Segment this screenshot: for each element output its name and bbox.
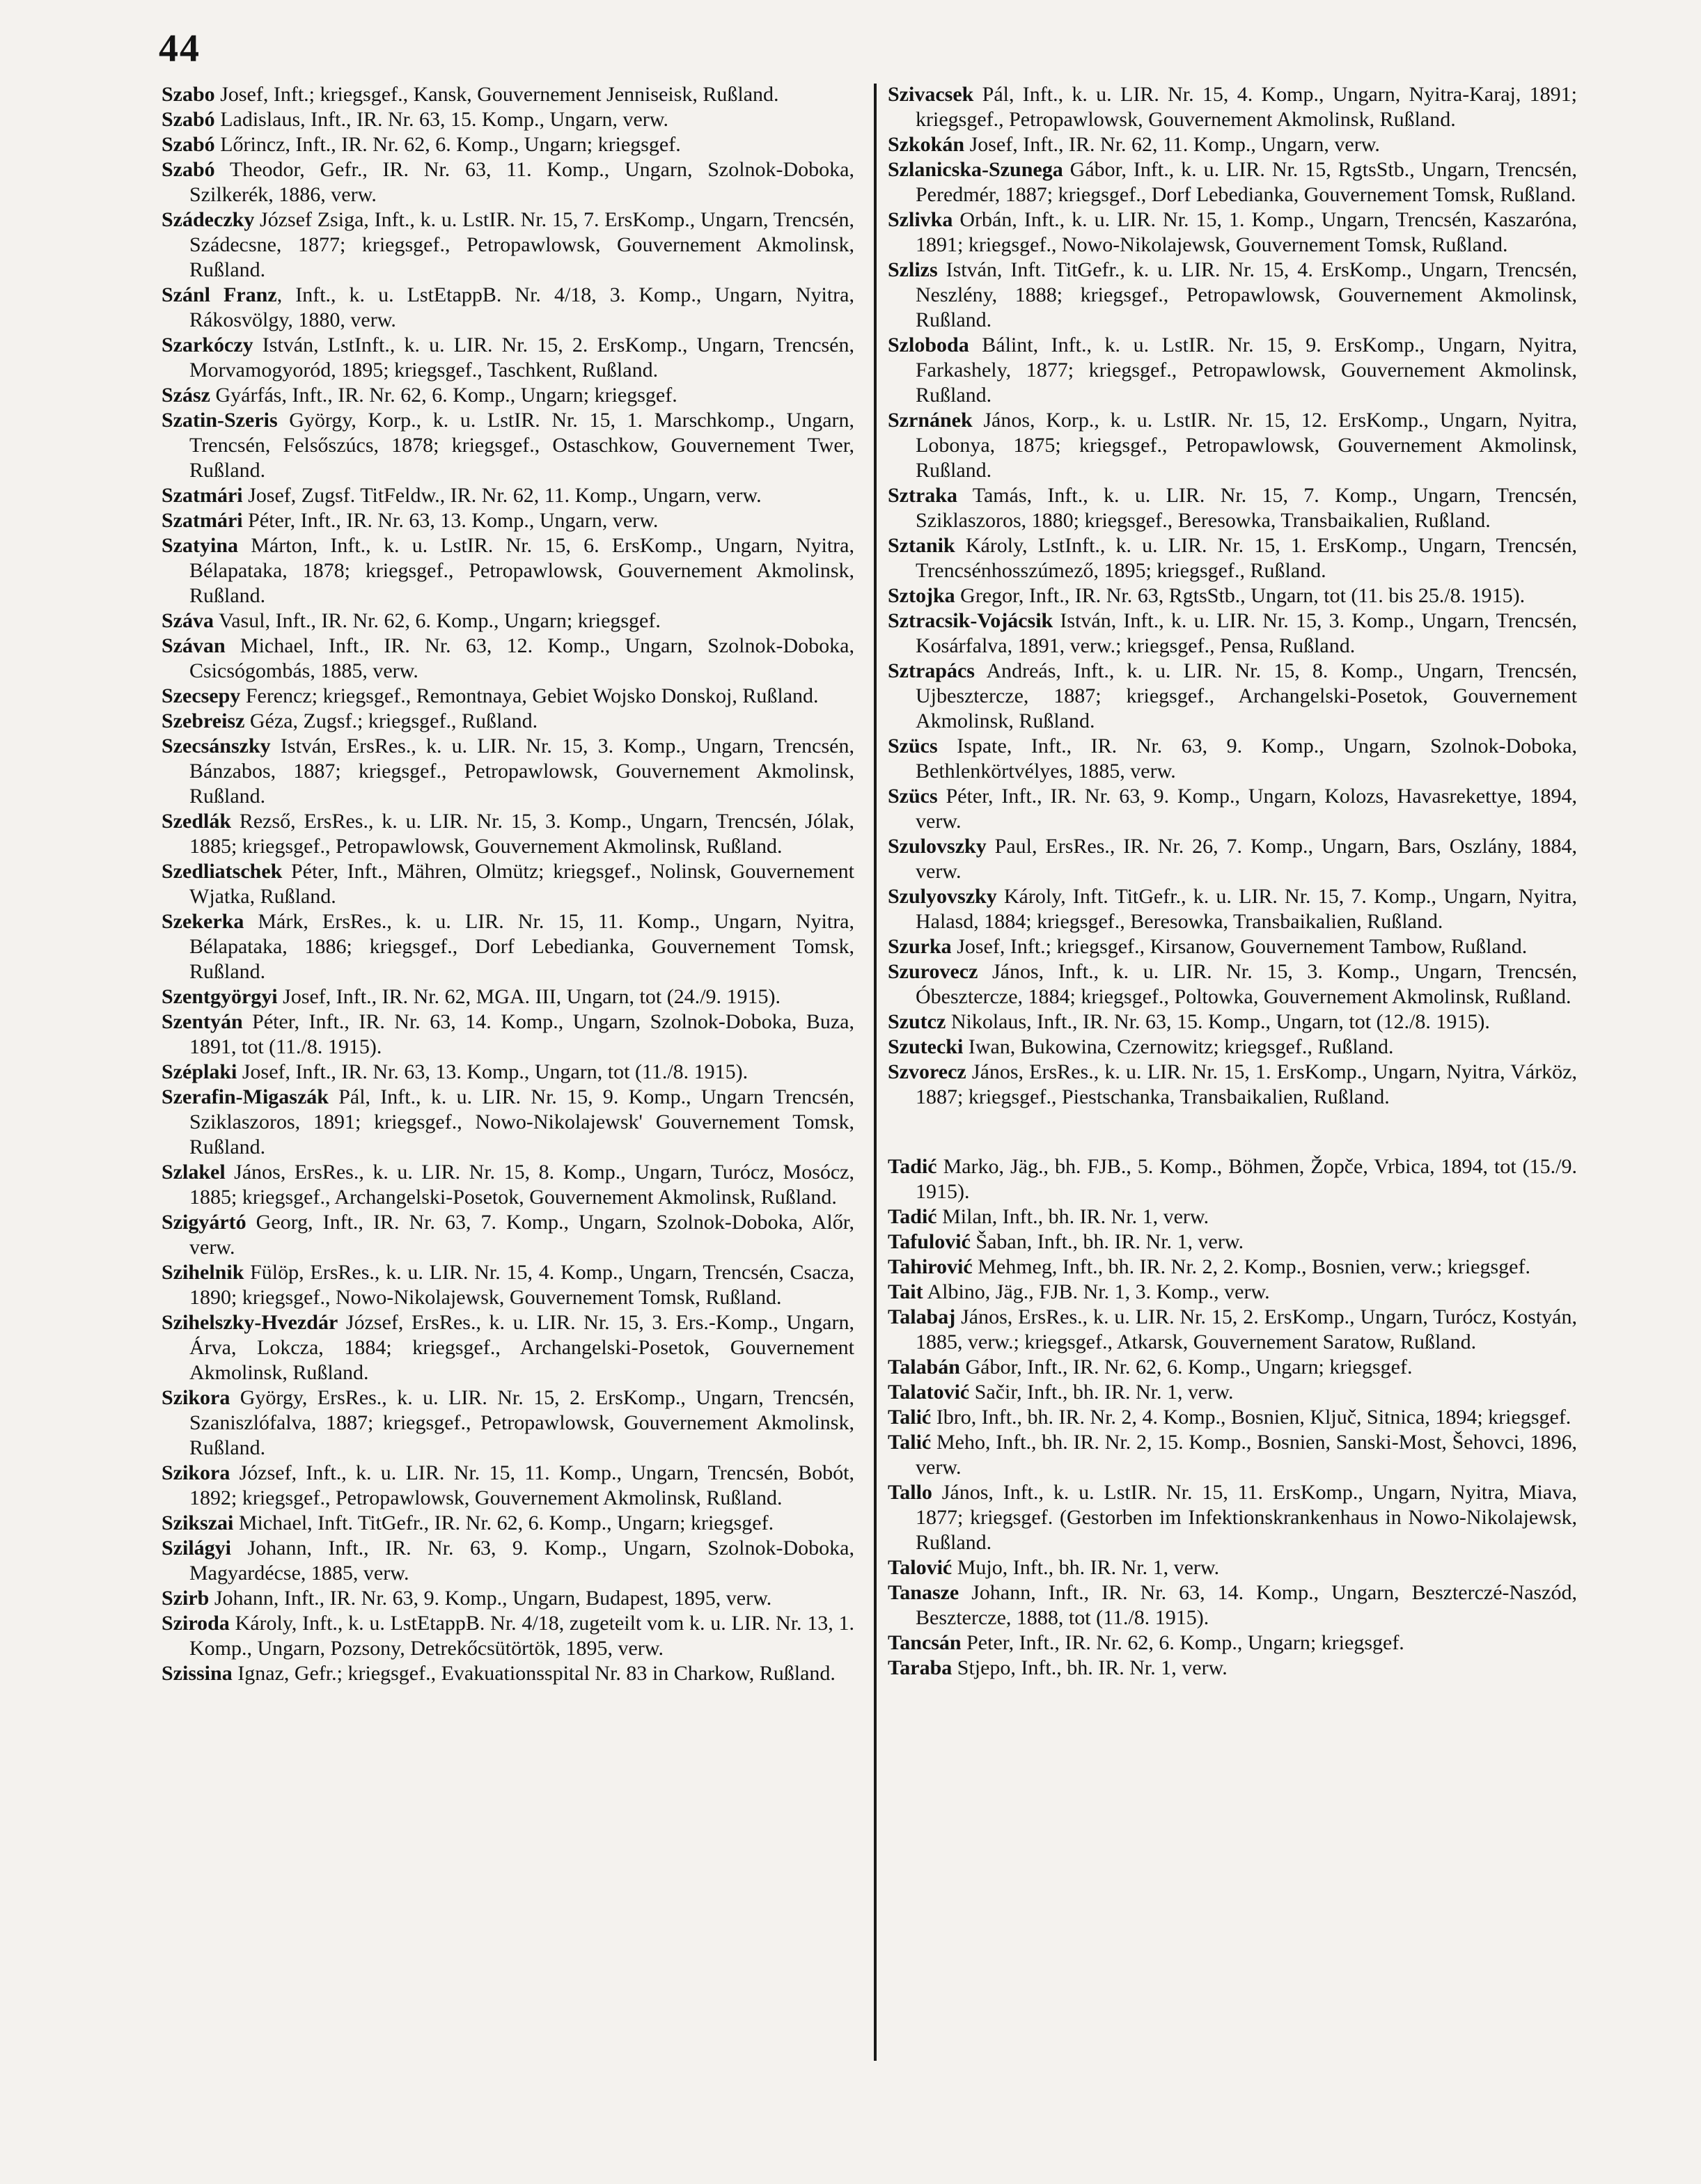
- entry-surname: Szedliatschek: [162, 860, 283, 883]
- entry-details: János, Korp., k. u. LstIR. Nr. 15, 12. ErsKomp., Ungarn, Nyitra, Lobonya, 1875; kriegsgef., Petropawlowsk, Gouvernement Akmolinsk, Rußland.: [916, 409, 1577, 482]
- register-entry: [162, 984, 854, 1009]
- entry-surname: Szulyovszky: [888, 885, 997, 908]
- entry-details: Mehmeg, Inft., bh. IR. Nr. 2, 2. Komp., Bosnien, verw.; kriegsgef.: [972, 1255, 1530, 1278]
- entry-details: Josef, Zugsf. TitFeldw., IR. Nr. 62, 11. Komp., Ungarn, verw.: [242, 484, 762, 507]
- entry-surname: Tancsán: [888, 1631, 962, 1654]
- register-entry: [888, 207, 1577, 258]
- entry-surname: Talović: [888, 1556, 953, 1579]
- entry-surname: Szabo: [162, 83, 215, 106]
- register-entry: [162, 483, 854, 508]
- column-divider: [874, 84, 877, 2061]
- entry-surname: Szerafin-Migaszák: [162, 1085, 329, 1108]
- entry-surname: Szlivka: [888, 208, 953, 231]
- register-entry: [162, 1009, 854, 1060]
- register-entry: [888, 1060, 1577, 1110]
- entry-surname: Szikora: [162, 1386, 230, 1409]
- entry-details: György, Korp., k. u. LstIR. Nr. 15, 1. Marschkomp., Ungarn, Trencsén, Felsőszúcs, 1878; kriegsgef., Ostaschkow, Gouvernement Twer, Rußland.: [189, 409, 854, 482]
- entry-details: Tamás, Inft., k. u. LIR. Nr. 15, 7. Komp., Ungarn, Trencsén, Sziklaszoros, 1880; kriegsgef., Beresowka, Transbaikalien, Rußland.: [916, 484, 1577, 532]
- register-entry: [888, 132, 1577, 157]
- entry-details: István, LstInft., k. u. LIR. Nr. 15, 2. ErsKomp., Ungarn, Trencsén, Morvamogyoród, 1895; kriegsgef., Taschkent, Rußland.: [189, 333, 854, 382]
- entry-surname: Szabó: [162, 158, 215, 181]
- section-gap: [888, 1110, 1577, 1154]
- entry-surname: Taraba: [888, 1656, 953, 1679]
- entry-surname: Szihelszky-Hvezdár: [162, 1311, 338, 1334]
- entry-details: János, ErsRes., k. u. LIR. Nr. 15, 1. ErsKomp., Ungarn, Nyitra, Várköz, 1887; kriegsgef., Piestschanka, Transbaikalien, Rußland.: [916, 1060, 1577, 1108]
- register-entry: [888, 659, 1577, 734]
- entry-details: Michael, Inft., IR. Nr. 63, 12. Komp., Ungarn, Szolnok-Doboka, Csicsógombás, 1885, verw.: [189, 634, 854, 682]
- entry-details: Ibro, Inft., bh. IR. Nr. 2, 4. Komp., Bosnien, Ključ, Sitnica, 1894; kriegsgef.: [931, 1406, 1571, 1429]
- entry-surname: Szatmári: [162, 509, 243, 532]
- register-entry: [888, 884, 1577, 934]
- register-entry: [888, 583, 1577, 608]
- entry-details: Johann, Inft., IR. Nr. 63, 9. Komp., Ungarn, Budapest, 1895, verw.: [209, 1587, 772, 1610]
- entry-surname: Szedlák: [162, 810, 232, 833]
- register-entry: [888, 333, 1577, 408]
- entry-surname: Széplaki: [162, 1060, 237, 1083]
- register-entry: [888, 1009, 1577, 1035]
- entry-details: Pál, Inft., k. u. LIR. Nr. 15, 9. Komp., Ungarn Trencsén, Sziklaszoros, 1891; kriegsgef., Nowo-Nikolajewsk' Gouvernement Tomsk, Rußland.: [189, 1085, 854, 1158]
- entry-details: János, ErsRes., k. u. LIR. Nr. 15, 8. Komp., Ungarn, Turócz, Mosócz, 1885; kriegsgef., Archangelski-Posetok, Gouvernement Akmolinsk, Rußland.: [189, 1161, 854, 1209]
- register-entry: [162, 859, 854, 909]
- entry-surname: Talabaj: [888, 1305, 956, 1328]
- register-entry: [162, 283, 854, 333]
- register-entry: [888, 408, 1577, 483]
- entry-surname: Szatin-Szeris: [162, 409, 278, 432]
- entry-details: Paul, ErsRes., IR. Nr. 26, 7. Komp., Ungarn, Bars, Oszlány, 1884, verw.: [916, 835, 1577, 883]
- register-entry: [888, 533, 1577, 583]
- register-entry: [162, 107, 854, 132]
- entry-details: Josef, Inft., IR. Nr. 63, 13. Komp., Ungarn, tot (11./8. 1915).: [237, 1060, 748, 1083]
- entry-details: Ferencz; kriegsgef., Remontnaya, Gebiet Wojsko Donskoj, Rußland.: [240, 684, 819, 707]
- entry-surname: Tait: [888, 1280, 923, 1303]
- register-entry: [888, 1480, 1577, 1555]
- entry-details: Josef, Inft.; kriegsgef., Kirsanow, Gouvernement Tambow, Rußland.: [951, 935, 1528, 958]
- entry-details: Ladislaus, Inft., IR. Nr. 63, 15. Komp., Ungarn, verw.: [214, 108, 668, 131]
- register-entry: [888, 1204, 1577, 1230]
- entry-details: Meho, Inft., bh. IR. Nr. 2, 15. Komp., Bosnien, Sanski-Most, Šehovci, 1896, verw.: [916, 1431, 1577, 1479]
- register-entry: [162, 383, 854, 408]
- entry-details: Károly, Inft. TitGefr., k. u. LIR. Nr. 15, 7. Komp., Ungarn, Nyitra, Halasd, 1884; kriegsgef., Beresowka, Transbaikalien, Rußland.: [916, 885, 1577, 933]
- entry-details: Marko, Jäg., bh. FJB., 5. Komp., Böhmen, Žopče, Vrbica, 1894, tot (15./9. 1915).: [916, 1155, 1577, 1203]
- entry-surname: Sztracsik-Vojácsik: [888, 609, 1053, 632]
- entry-surname: Szabó: [162, 133, 215, 156]
- register-entry: [888, 157, 1577, 207]
- register-entry: [162, 634, 854, 684]
- entry-details: Michael, Inft. TitGefr., IR. Nr. 62, 6. Komp., Ungarn; kriegsgef.: [233, 1511, 774, 1534]
- register-entry: [162, 709, 854, 734]
- register-entry: [888, 1035, 1577, 1060]
- register-entry: [162, 734, 854, 809]
- entry-surname: Száva: [162, 609, 214, 632]
- register-entry: [888, 258, 1577, 333]
- entry-surname: Tanasze: [888, 1581, 959, 1604]
- entry-surname: Szarkóczy: [162, 333, 253, 356]
- entry-surname: Szücs: [888, 734, 938, 757]
- entry-details: Gregor, Inft., IR. Nr. 63, RgtsStb., Ungarn, tot (11. bis 25./8. 1915).: [955, 584, 1526, 607]
- entry-surname: Szirb: [162, 1587, 210, 1610]
- entry-details: Theodor, Gefr., IR. Nr. 63, 11. Komp., Ungarn, Szolnok-Doboka, Szilkerék, 1886, verw.: [189, 158, 854, 206]
- register-entry: [162, 809, 854, 859]
- entry-details: Peter, Inft., IR. Nr. 62, 6. Komp., Ungarn; kriegsgef.: [961, 1631, 1404, 1654]
- entry-details: Ignaz, Gefr.; kriegsgef., Evakuationsspital Nr. 83 in Charkow, Rußland.: [232, 1662, 836, 1685]
- register-entry: [888, 82, 1577, 132]
- entry-details: Johann, Inft., IR. Nr. 63, 9. Komp., Ungarn, Szolnok-Doboka, Magyardécse, 1885, verw.: [189, 1537, 854, 1585]
- register-entry: [162, 1661, 854, 1686]
- entry-surname: Szikszai: [162, 1511, 234, 1534]
- entry-details: Albino, Jäg., FJB. Nr. 1, 3. Komp., verw.: [923, 1280, 1270, 1303]
- register-entry: [162, 1461, 854, 1511]
- entry-surname: Szücs: [888, 785, 938, 808]
- register-entry: [162, 157, 854, 207]
- entry-details: Josef, Inft., IR. Nr. 62, 11. Komp., Ungarn, verw.: [964, 133, 1380, 156]
- entry-details: József, ErsRes., k. u. LIR. Nr. 15, 3. Ers.-Komp., Ungarn, Árva, Lokcza, 1884; kriegsgef., Archangelski-Posetok, Gouvernement Akmolinsk, Rußland.: [189, 1311, 854, 1384]
- entry-details: Stjepo, Inft., bh. IR. Nr. 1, verw.: [952, 1656, 1228, 1679]
- left-column: [162, 82, 854, 1686]
- register-entry: [162, 132, 854, 157]
- entry-surname: Szrnánek: [888, 409, 973, 432]
- entry-details: Sačir, Inft., bh. IR. Nr. 1, verw.: [969, 1381, 1234, 1404]
- register-entry: [888, 608, 1577, 659]
- entry-surname: Szissina: [162, 1662, 233, 1685]
- entry-surname: Szigyártó: [162, 1211, 246, 1234]
- entry-surname: Tafulović: [888, 1230, 971, 1253]
- entry-details: Károly, Inft., k. u. LstEtappB. Nr. 4/18, zugeteilt vom k. u. LIR. Nr. 13, 1. Komp., Ungarn, Pozsony, Detrekőcsütörtök, 1895, verw.: [189, 1612, 854, 1660]
- register-entry: [162, 207, 854, 283]
- entry-surname: Szilágyi: [162, 1537, 232, 1560]
- register-entry: [888, 734, 1577, 784]
- entry-details: Orbán, Inft., k. u. LIR. Nr. 15, 1. Komp., Ungarn, Trencsén, Kaszaróna, 1891; kriegsgef., Nowo-Nikolajewsk, Gouvernement Tomsk, Rußland.: [916, 208, 1577, 256]
- entry-details: János, Inft., k. u. LIR. Nr. 15, 3. Komp., Ungarn, Trencsén, Óbesztercze, 1884; kriegsgef., Poltowka, Gouvernement Akmolinsk, Rußland.: [916, 960, 1577, 1008]
- entry-surname: Talabán: [888, 1356, 960, 1378]
- entry-details: Lőrincz, Inft., IR. Nr. 62, 6. Komp., Ungarn; kriegsgef.: [214, 133, 681, 156]
- entry-details: Péter, Inft., IR. Nr. 63, 14. Komp., Ungarn, Szolnok-Doboka, Buza, 1891, tot (11./8. 1915).: [189, 1010, 854, 1058]
- entry-details: Josef, Inft.; kriegsgef., Kansk, Gouvernement Jenniseisk, Rußland.: [214, 83, 779, 106]
- register-entry: [888, 1380, 1577, 1405]
- register-entry: [162, 1160, 854, 1210]
- register-entry: [162, 1511, 854, 1536]
- entry-surname: Szlakel: [162, 1161, 226, 1184]
- entry-surname: Szánl Franz: [162, 283, 277, 306]
- register-entry: [888, 1154, 1577, 1204]
- entry-surname: Tallo: [888, 1481, 932, 1504]
- register-entry: [162, 1310, 854, 1385]
- register-entry: [888, 1405, 1577, 1430]
- register-entry: [888, 1255, 1577, 1280]
- register-entry: [162, 82, 854, 107]
- entry-details: Fülöp, ErsRes., k. u. LIR. Nr. 15, 4. Komp., Ungarn, Trencsén, Csacza, 1890; kriegsgef., Nowo-Nikolajewsk, Gouvernement Tomsk, Rußland.: [189, 1261, 854, 1309]
- entry-surname: Szutecki: [888, 1035, 964, 1058]
- entry-surname: Szebreisz: [162, 709, 245, 732]
- register-entry: [888, 784, 1577, 834]
- register-entry: [162, 533, 854, 608]
- register-entry: [888, 1280, 1577, 1305]
- register-entry: [162, 909, 854, 984]
- entry-surname: Szihelnik: [162, 1261, 244, 1284]
- entry-details: Milan, Inft., bh. IR. Nr. 1, verw.: [936, 1205, 1209, 1228]
- entry-details: Šaban, Inft., bh. IR. Nr. 1, verw.: [970, 1230, 1244, 1253]
- register-entry: [888, 934, 1577, 959]
- entry-surname: Szulovszky: [888, 835, 987, 858]
- entry-details: , Inft., k. u. LstEtappB. Nr. 4/18, 3. Komp., Ungarn, Nyitra, Rákosvölgy, 1880, verw.: [189, 283, 854, 331]
- entry-details: Bálint, Inft., k. u. LstIR. Nr. 15, 9. ErsKomp., Ungarn, Nyitra, Farkashely, 1877; kriegsgef., Petropawlowsk, Gouvernement Akmolinsk, Rußland.: [916, 333, 1577, 407]
- entry-surname: Szutcz: [888, 1010, 946, 1033]
- register-entry: [162, 1586, 854, 1611]
- entry-surname: Szentyán: [162, 1010, 243, 1033]
- register-entry: [162, 1385, 854, 1461]
- right-column: [888, 82, 1577, 1681]
- entry-surname: Szvorecz: [888, 1060, 966, 1083]
- entry-surname: Szávan: [162, 634, 226, 657]
- register-entry: [162, 408, 854, 483]
- entry-surname: Szurka: [888, 935, 952, 958]
- register-entry: [888, 959, 1577, 1009]
- entry-surname: Szivacsek: [888, 83, 974, 106]
- entry-details: József, Inft., k. u. LIR. Nr. 15, 11. Komp., Ungarn, Trencsén, Bobót, 1892; kriegsgef., Petropawlowsk, Gouvernement Akmolinsk, Rußland.: [189, 1461, 854, 1509]
- entry-details: József Zsiga, Inft., k. u. LstIR. Nr. 15, 7. ErsKomp., Ungarn, Trencsén, Szádecsne, 1877; kriegsgef., Petropawlowsk, Gouvernement Akmolinsk, Rußland.: [189, 208, 854, 281]
- entry-details: Gábor, Inft., k. u. LIR. Nr. 15, RgtsStb., Ungarn, Trencsén, Peredmér, 1887; kriegsgef., Dorf Lebedianka, Gouvernement Tomsk, Rußland.: [916, 158, 1577, 206]
- register-entry: [162, 684, 854, 709]
- entry-surname: Szatmári: [162, 484, 243, 507]
- entry-surname: Tahirović: [888, 1255, 973, 1278]
- entry-surname: Sziroda: [162, 1612, 230, 1635]
- entry-details: Márton, Inft., k. u. LstIR. Nr. 15, 6. ErsKomp., Ungarn, Nyitra, Bélapataka, 1878; kriegsgef., Petropawlowsk, Gouvernement Akmolinsk, Rußland.: [189, 534, 854, 607]
- entry-details: Ispate, Inft., IR. Nr. 63, 9. Komp., Ungarn, Szolnok-Doboka, Bethlenkörtvélyes, 1885, verw.: [916, 734, 1577, 783]
- entry-surname: Szecsepy: [162, 684, 241, 707]
- entry-details: Iwan, Bukowina, Czernowitz; kriegsgef., Rußland.: [963, 1035, 1394, 1058]
- entry-surname: Tadić: [888, 1205, 937, 1228]
- page-number: 44: [159, 27, 201, 70]
- register-entry: [162, 1210, 854, 1260]
- entry-surname: Szekerka: [162, 910, 244, 933]
- entry-surname: Szatyina: [162, 534, 239, 557]
- entry-details: Péter, Inft., IR. Nr. 63, 13. Komp., Ungarn, verw.: [242, 509, 659, 532]
- entry-surname: Sztrapács: [888, 659, 975, 682]
- entry-details: István, Inft., k. u. LIR. Nr. 15, 3. Komp., Ungarn, Trencsén, Kosárfalva, 1891, verw.; kriegsgef., Pensa, Rußland.: [916, 609, 1577, 657]
- entry-surname: Tadić: [888, 1155, 937, 1178]
- register-entry: [888, 834, 1577, 884]
- entry-details: Andreás, Inft., k. u. LIR. Nr. 15, 8. Komp., Ungarn, Trencsén, Ujbesztercze, 1887; kriegsgef., Archangelski-Posetok, Gouvernement Akmolinsk, Rußland.: [916, 659, 1577, 732]
- entry-surname: Sztojka: [888, 584, 955, 607]
- register-entry: [888, 1555, 1577, 1580]
- entry-surname: Szikora: [162, 1461, 230, 1484]
- entry-surname: Talatović: [888, 1381, 970, 1404]
- entry-details: Péter, Inft., Mähren, Olmütz; kriegsgef., Nolinsk, Gouvernement Wjatka, Rußland.: [189, 860, 854, 908]
- entry-surname: Szentgyörgyi: [162, 985, 278, 1008]
- entry-details: Georg, Inft., IR. Nr. 63, 7. Komp., Ungarn, Szolnok-Doboka, Alőr, verw.: [189, 1211, 854, 1259]
- register-entry: [888, 1355, 1577, 1380]
- register-entry: [162, 333, 854, 383]
- entry-details: Károly, LstInft., k. u. LIR. Nr. 15, 1. ErsKomp., Ungarn, Trencsén, Trencsénhosszúmező, 1895; kriegsgef., Rußland.: [916, 534, 1577, 582]
- entry-surname: Szkokán: [888, 133, 965, 156]
- entry-details: Péter, Inft., IR. Nr. 63, 9. Komp., Ungarn, Kolozs, Havasrekettye, 1894, verw.: [916, 785, 1577, 833]
- register-entry: [162, 1085, 854, 1160]
- entry-surname: Szlizs: [888, 258, 938, 281]
- entry-surname: Szabó: [162, 108, 215, 131]
- entry-details: Johann, Inft., IR. Nr. 63, 14. Komp., Ungarn, Beszterczé-Naszód, Besztercze, 1888, tot (11./8. 1915).: [916, 1581, 1577, 1629]
- register-entry: [888, 483, 1577, 533]
- entry-surname: Talić: [888, 1406, 932, 1429]
- register-entry: [888, 1631, 1577, 1656]
- entry-surname: Szloboda: [888, 333, 969, 356]
- entry-details: Nikolaus, Inft., IR. Nr. 63, 15. Komp., Ungarn, tot (12./8. 1915).: [946, 1010, 1490, 1033]
- register-entry: [162, 1611, 854, 1661]
- entry-surname: Szurovecz: [888, 960, 978, 983]
- register-entry: [888, 1656, 1577, 1681]
- entry-details: György, ErsRes., k. u. LIR. Nr. 15, 2. ErsKomp., Ungarn, Trencsén, Szaniszlófalva, 1887; kriegsgef., Petropawlowsk, Gouvernement Akmolinsk, Rußland.: [189, 1386, 854, 1459]
- entry-surname: Szecsánszky: [162, 734, 271, 757]
- entry-details: Josef, Inft., IR. Nr. 62, MGA. III, Ungarn, tot (24./9. 1915).: [277, 985, 781, 1008]
- entry-details: István, ErsRes., k. u. LIR. Nr. 15, 3. Komp., Ungarn, Trencsén, Bánzabos, 1887; kriegsgef., Petropawlowsk, Gouvernement Akmolinsk, Rußland.: [189, 734, 854, 808]
- register-entry: [162, 608, 854, 634]
- entry-details: Géza, Zugsf.; kriegsgef., Rußland.: [244, 709, 538, 732]
- register-entry: [162, 508, 854, 533]
- register-entry: [162, 1060, 854, 1085]
- register-entry: [888, 1580, 1577, 1631]
- register-entry: [888, 1230, 1577, 1255]
- entry-surname: Sztraka: [888, 484, 957, 507]
- entry-surname: Szádeczky: [162, 208, 255, 231]
- register-entry: [162, 1536, 854, 1586]
- entry-surname: Sztanik: [888, 534, 955, 557]
- entry-details: Vasul, Inft., IR. Nr. 62, 6. Komp., Ungarn; kriegsgef.: [214, 609, 661, 632]
- entry-details: Pál, Inft., k. u. LIR. Nr. 15, 4. Komp., Ungarn, Nyitra-Karaj, 1891; kriegsgef., Petropawlowsk, Gouvernement Akmolinsk, Rußland.: [916, 83, 1577, 131]
- register-entry: [888, 1430, 1577, 1480]
- entry-surname: Szlanicska-Szunega: [888, 158, 1063, 181]
- entry-surname: Szász: [162, 384, 210, 407]
- entry-surname: Talić: [888, 1431, 932, 1454]
- entry-details: Rezső, ErsRes., k. u. LIR. Nr. 15, 3. Komp., Ungarn, Trencsén, Jólak, 1885; kriegsgef., Petropawlowsk, Gouvernement Akmolinsk, Rußland.: [189, 810, 854, 858]
- entry-details: István, Inft. TitGefr., k. u. LIR. Nr. 15, 4. ErsKomp., Ungarn, Trencsén, Neszlény, 1888; kriegsgef., Petropawlowsk, Gouvernement Akmolinsk, Rußland.: [916, 258, 1577, 331]
- entry-details: Márk, ErsRes., k. u. LIR. Nr. 15, 11. Komp., Ungarn, Nyitra, Bélapataka, 1886; kriegsgef., Dorf Lebedianka, Gouvernement Tomsk, Rußland.: [189, 910, 854, 983]
- register-entry: [888, 1305, 1577, 1355]
- register-entry: [162, 1260, 854, 1310]
- entry-details: Mujo, Inft., bh. IR. Nr. 1, verw.: [952, 1556, 1220, 1579]
- entry-details: János, ErsRes., k. u. LIR. Nr. 15, 2. ErsKomp., Ungarn, Turócz, Kostyán, 1885, verw.; kriegsgef., Atkarsk, Gouvernement Saratow, Rußland.: [916, 1305, 1577, 1353]
- entry-details: János, Inft., k. u. LstIR. Nr. 15, 11. ErsKomp., Ungarn, Nyitra, Miava, 1877; kriegsgef. (Gestorben im Infektionskrankenhaus in Nowo-Nikolajewsk, Rußland.: [916, 1481, 1577, 1554]
- entry-details: Gábor, Inft., IR. Nr. 62, 6. Komp., Ungarn; kriegsgef.: [959, 1356, 1413, 1378]
- entry-details: Gyárfás, Inft., IR. Nr. 62, 6. Komp., Ungarn; kriegsgef.: [210, 384, 677, 407]
